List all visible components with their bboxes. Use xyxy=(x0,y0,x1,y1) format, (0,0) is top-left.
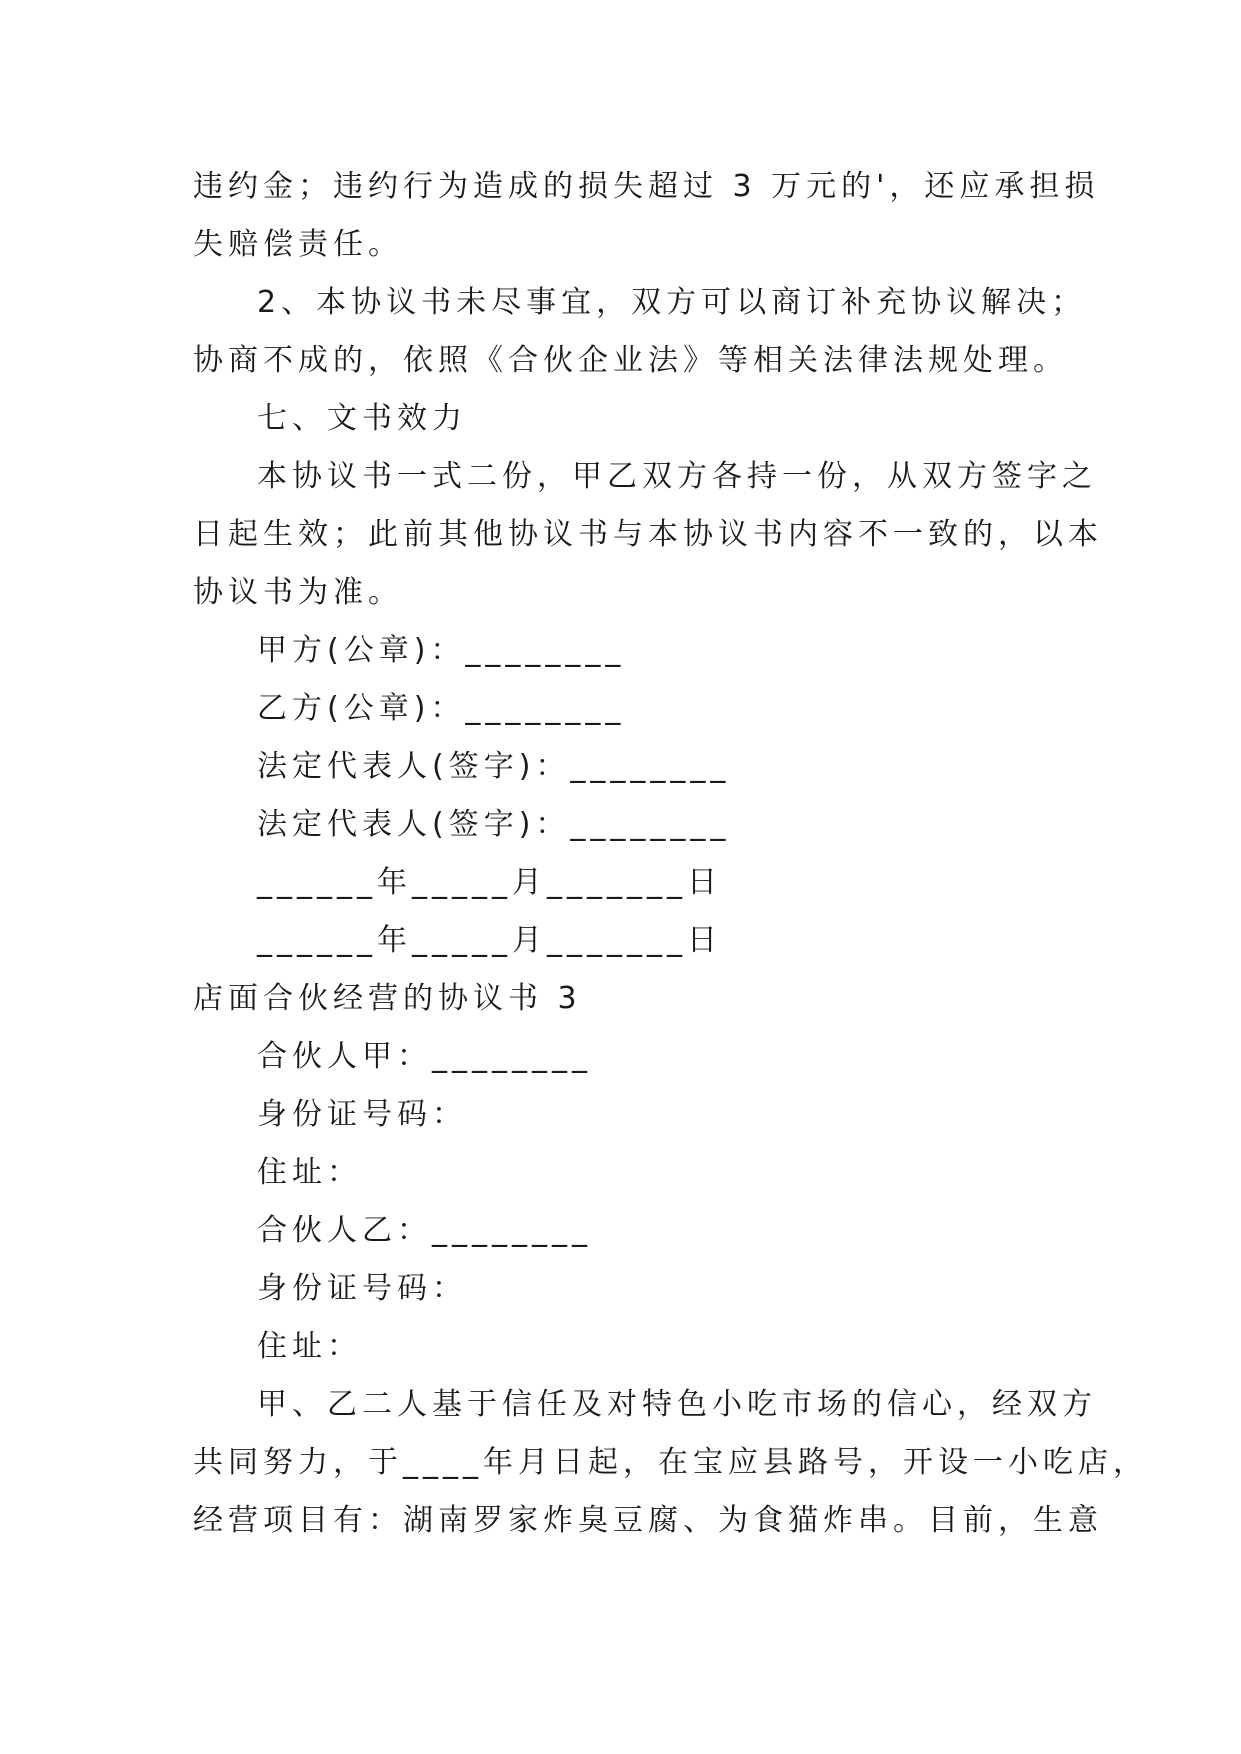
document-title: 店面合伙经营的协议书 3 xyxy=(193,981,582,1016)
id-number-field: 身份证号码： xyxy=(257,1097,467,1132)
section-heading: 七、文书效力 xyxy=(257,401,467,436)
date-line: ______年_____月_______日 xyxy=(257,923,722,958)
signature-legal-rep: 法定代表人(签字)：________ xyxy=(257,749,731,784)
text-line: 甲、乙二人基于信任及对特色小吃市场的信心，经双方 xyxy=(257,1387,1097,1422)
address-field: 住址： xyxy=(257,1155,362,1190)
text-line: 协议书为准。 xyxy=(193,575,403,610)
signature-party-a: 甲方(公章)：________ xyxy=(257,633,626,668)
address-field: 住址： xyxy=(257,1329,362,1364)
text-line: 2、本协议书未尽事宜，双方可以商订补充协议解决； xyxy=(257,285,1087,320)
text-line: 本协议书一式二份，甲乙双方各持一份，从双方签字之 xyxy=(257,459,1097,494)
signature-legal-rep: 法定代表人(签字)：________ xyxy=(257,807,731,842)
text-line: 违约金；违约行为造成的损失超过 3 万元的'，还应承担损 xyxy=(193,169,1100,204)
text-line: 失赔偿责任。 xyxy=(193,227,403,262)
text-line: 日起生效；此前其他协议书与本协议书内容不一致的，以本 xyxy=(193,517,1103,552)
date-line: ______年_____月_______日 xyxy=(257,865,722,900)
text-line: 共同努力，于____年月日起，在宝应县路号，开设一小吃店， xyxy=(193,1445,1148,1480)
signature-party-b: 乙方(公章)：________ xyxy=(257,691,626,726)
partner-b-field: 合伙人乙：________ xyxy=(257,1213,592,1248)
partner-a-field: 合伙人甲：________ xyxy=(257,1039,592,1074)
text-line: 协商不成的，依照《合伙企业法》等相关法律法规处理。 xyxy=(193,343,1068,378)
document-body xyxy=(193,158,1148,1550)
id-number-field: 身份证号码： xyxy=(257,1271,467,1306)
text-line: 经营项目有：湖南罗家炸臭豆腐、为食猫炸串。目前，生意 xyxy=(193,1503,1103,1538)
